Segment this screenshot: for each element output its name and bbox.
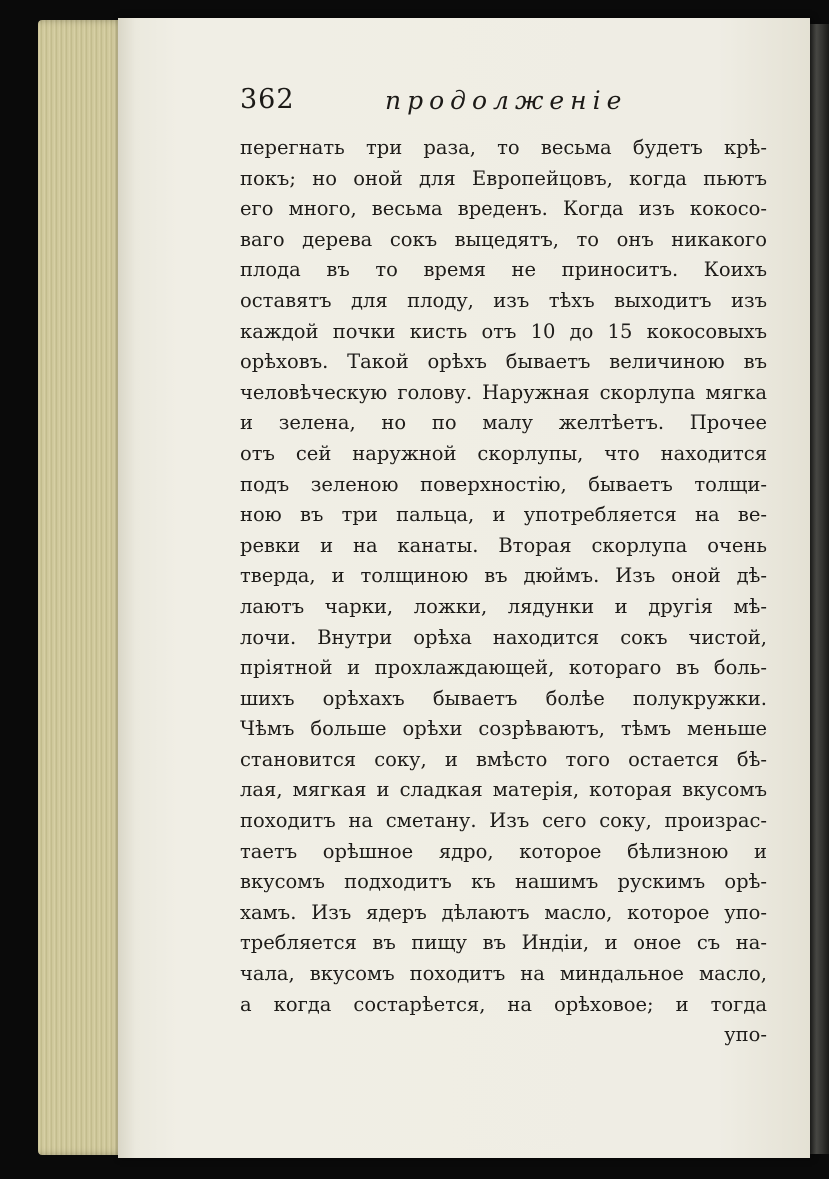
text-line: подъ зеленою поверхностію, бываетъ толщи- — [240, 472, 767, 496]
body-text — [240, 133, 767, 1051]
scanner-edge — [808, 24, 829, 1154]
text-line: хамъ. Изъ ядеръ дѣлаютъ масло, которое упо- — [240, 900, 767, 924]
page-header — [240, 80, 780, 120]
text-line: требляется въ пищу въ Индіи, и оное съ на- — [240, 931, 767, 955]
text-line: чала, вкусомъ походитъ на миндальное масло, — [240, 962, 767, 986]
text-line: перегнать три раза, то весьма будетъ крѣ- — [240, 136, 767, 159]
text-line: орѣховъ. Такой орѣхъ бываетъ величиною въ — [240, 350, 767, 374]
page-edges — [38, 20, 130, 1155]
text-line: покъ; но оной для Европейцовъ, когда пьютъ — [240, 166, 767, 190]
text-line: а когда состарѣется, на орѣховое; и тогда — [240, 992, 767, 1016]
text-line: отъ сей наружной скорлупы, что находится — [240, 441, 767, 465]
text-line: оставятъ для плоду, изъ тѣхъ выходитъ изъ — [240, 288, 767, 312]
text-line: ревки и на канаты. Вторая скорлупа очень — [240, 533, 767, 557]
text-line: шихъ орѣхахъ бываетъ болѣе полукружки. — [240, 686, 767, 710]
text-line: пріятной и прохлаждающей, котораго въ боль- — [240, 656, 767, 680]
text-line: плода въ то время не приноситъ. Коихъ — [240, 258, 767, 282]
text-line: ваго дерева сокъ выцедятъ, то онъ никакого — [240, 227, 767, 251]
text-line: становится соку, и вмѣсто того остается бѣ- — [240, 747, 767, 771]
text-line: лаютъ чарки, ложки, лядунки и другія мѣ- — [240, 594, 767, 618]
text-line: вкусомъ подходитъ къ нашимъ рускимъ орѣ- — [240, 870, 767, 894]
text-line: его много, весьма вреденъ. Когда изъ кокосо- — [240, 197, 767, 221]
text-line: каждой почки кисть отъ 10 до 15 кокосовыхъ — [240, 319, 767, 343]
text-line: походитъ на сметану. Изъ сего соку, произрас- — [240, 809, 767, 833]
text-line: человѣческую голову. Наружная скорлупа мягка — [240, 380, 767, 404]
text-line: тверда, и толщиною въ дюймъ. Изъ оной дѣ- — [240, 564, 767, 588]
catchword: упо- — [724, 1023, 767, 1047]
text-line: таетъ орѣшное ядро, которое бѣлизною и — [240, 839, 767, 863]
text-line: лочи. Внутри орѣха находится сокъ чистой, — [240, 625, 767, 649]
text-line: Чѣмъ больше орѣхи созрѣваютъ, тѣмъ меньше — [240, 717, 767, 741]
page-number: 362 — [240, 84, 295, 115]
running-head: продолженіе — [385, 86, 628, 115]
text-line: ною въ три пальца, и употребляется на ве- — [240, 503, 767, 527]
text-line: и зелена, но по малу желтѣетъ. Прочее — [240, 411, 767, 435]
text-line: лая, мягкая и сладкая матерія, которая вкусомъ — [240, 778, 767, 802]
